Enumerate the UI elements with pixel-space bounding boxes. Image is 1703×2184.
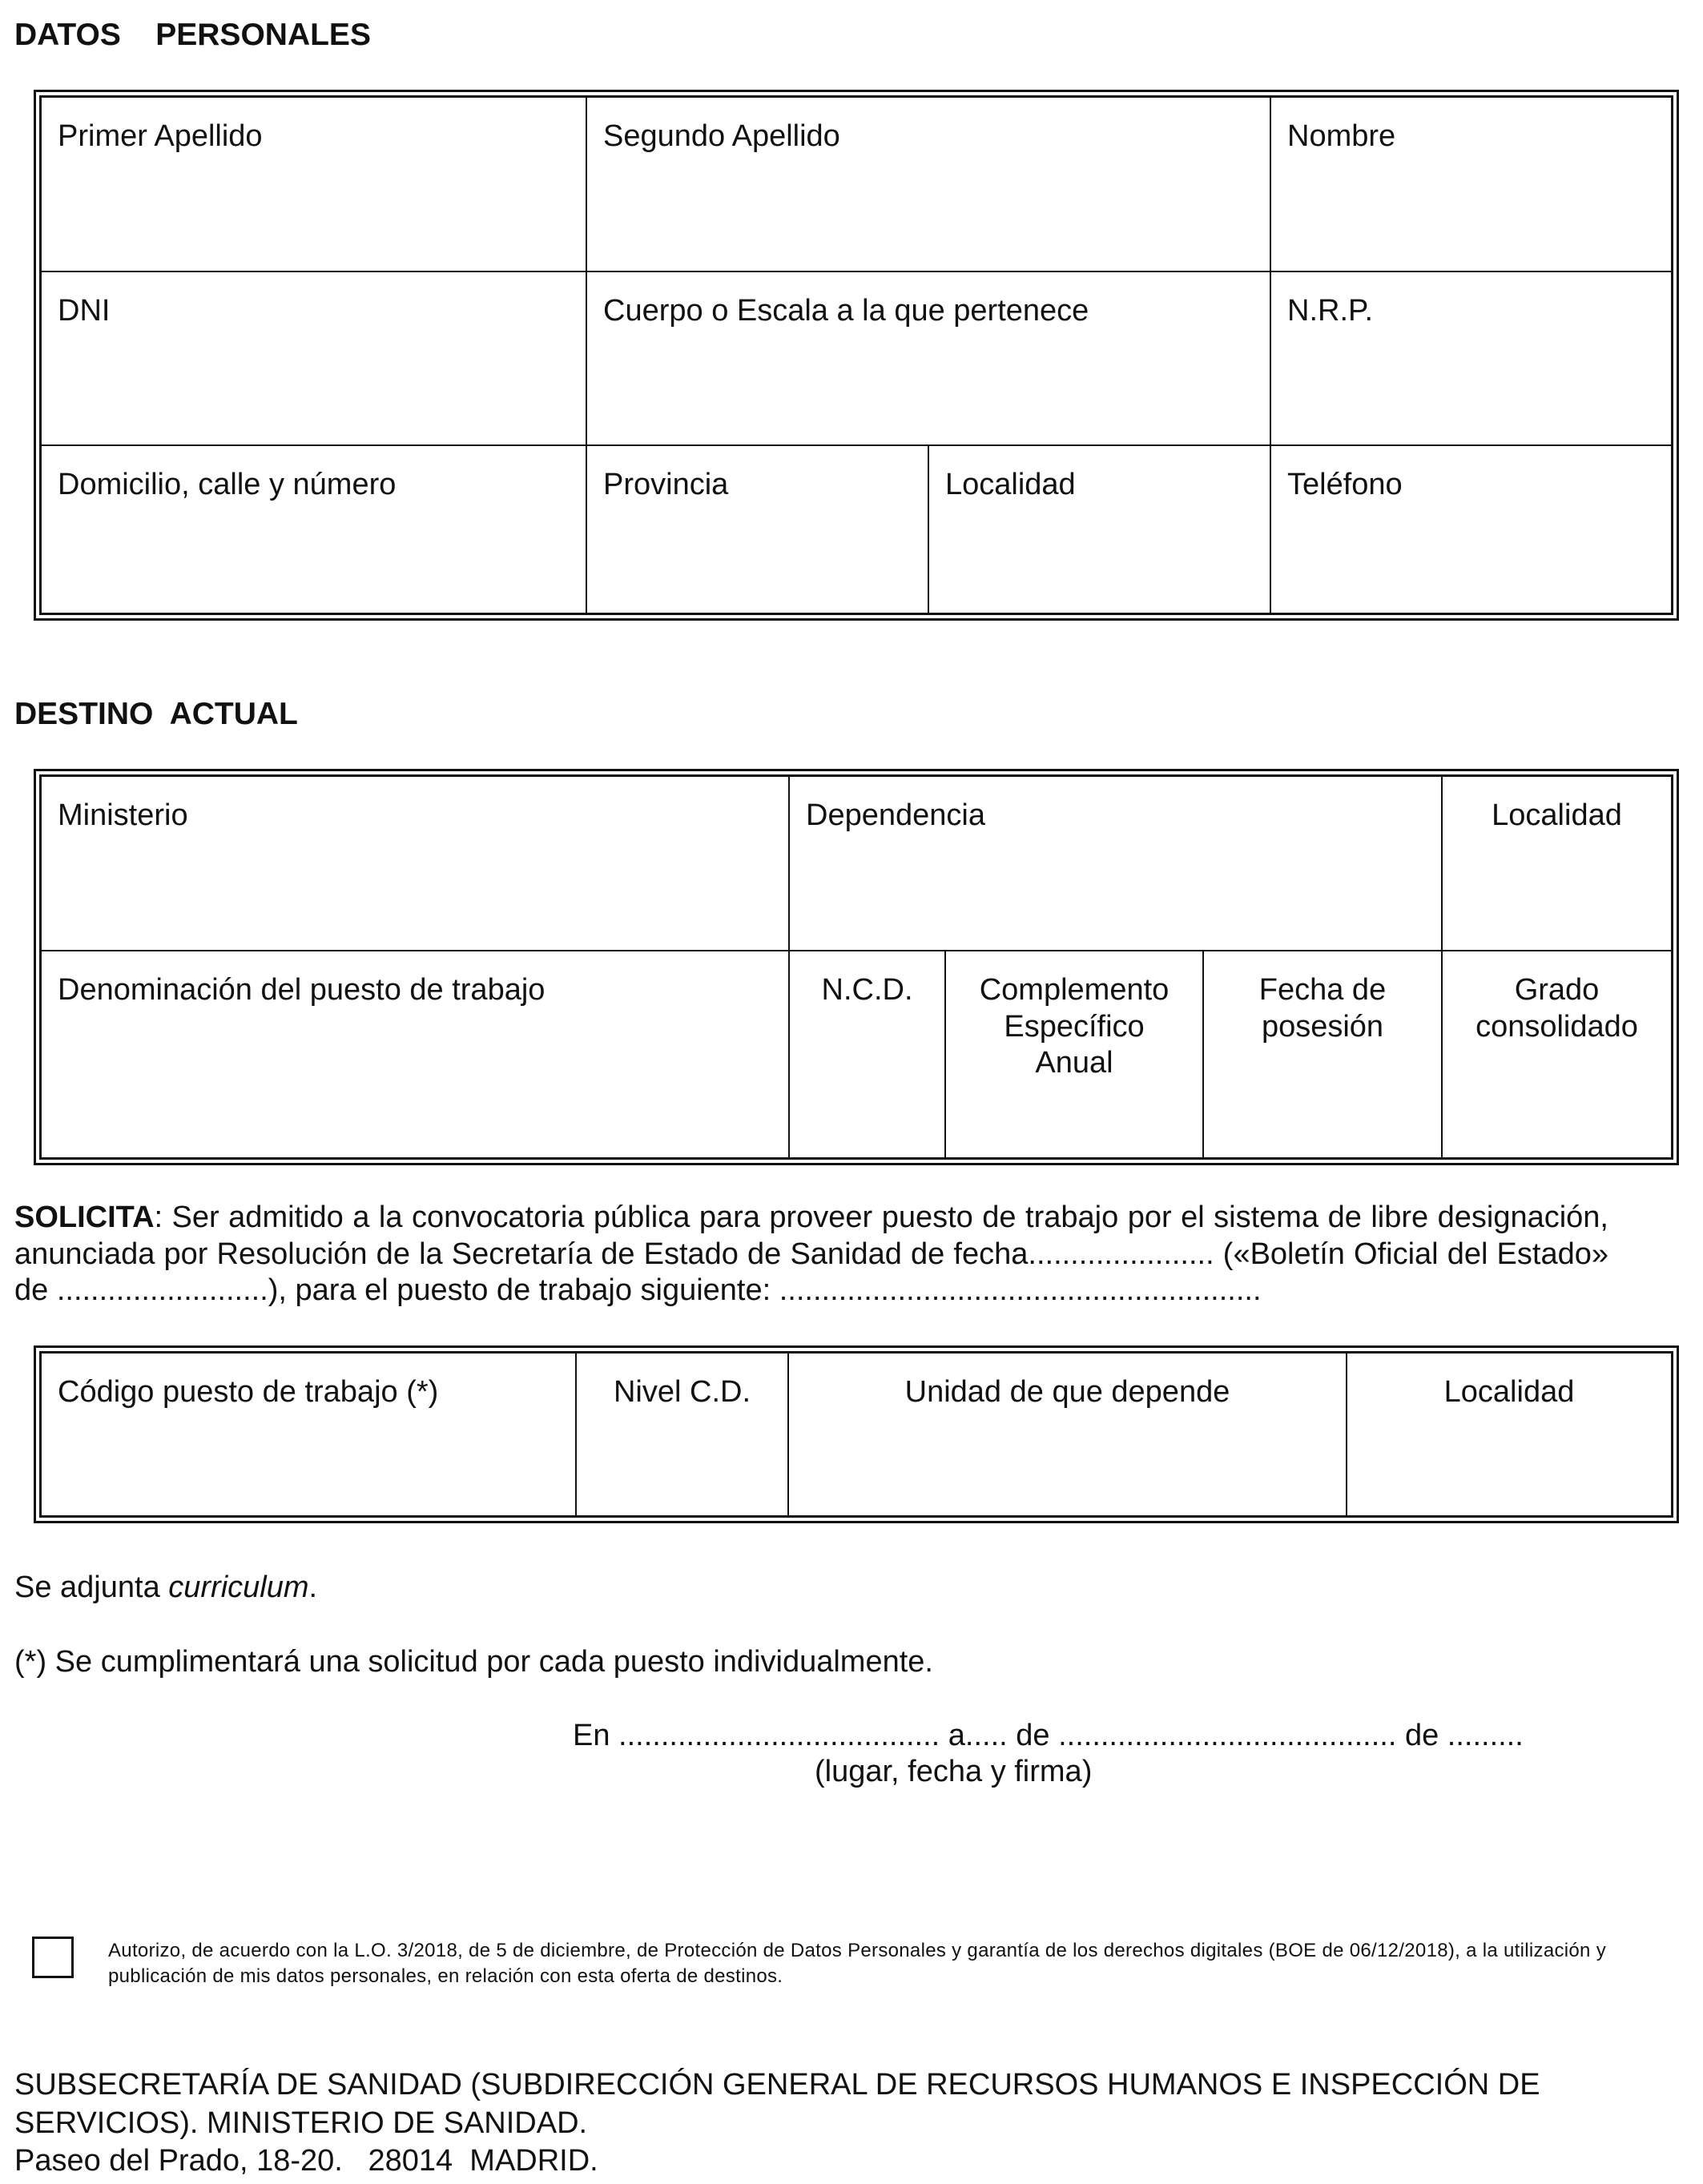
field-telefono[interactable]: Teléfono (1270, 445, 1671, 613)
field-nrp[interactable]: N.R.P. (1270, 271, 1671, 445)
nota-solicitud: (*) Se cumplimentará una solicitud por cada puesto individualmente. (14, 1645, 933, 1679)
autorizacion-checkbox[interactable] (32, 1937, 74, 1978)
field-localidad-puesto[interactable]: Localidad (1347, 1353, 1671, 1515)
field-nombre[interactable]: Nombre (1270, 98, 1671, 271)
footer-direccion: Paseo del Prado, 18-20. 28014 MADRID. (14, 2144, 598, 2178)
footer-address (14, 2066, 1665, 2181)
field-ministerio[interactable]: Ministerio (42, 777, 789, 951)
autorizacion-text: Autorizo, de acuerdo con la L.O. 3/2018, de 5 de diciembre, de Protección de Datos Personales y garantía de los derechos digitales (BOE de 06/12/2018), a la utilización y publicación de mis datos personales, en relación con esta oferta de destinos. (108, 1940, 1606, 1988)
field-localidad[interactable]: Localidad (928, 445, 1270, 613)
puesto-table (34, 1345, 1679, 1523)
field-primer-apellido[interactable]: Primer Apellido (42, 98, 586, 271)
field-complemento-especifico[interactable]: Complemento Específico Anual (945, 951, 1203, 1157)
section-title-destino-actual: DESTINO ACTUAL (14, 697, 298, 731)
field-unidad-depende[interactable]: Unidad de que depende (788, 1353, 1347, 1515)
field-domicilio[interactable]: Domicilio, calle y número (42, 445, 586, 613)
solicita-paragraph (14, 1200, 1608, 1309)
firma-caption: (lugar, fecha y firma) (815, 1755, 1093, 1788)
field-denominacion-puesto[interactable]: Denominación del puesto de trabajo (42, 951, 789, 1157)
field-provincia[interactable]: Provincia (586, 445, 928, 613)
datos-personales-table (34, 90, 1679, 621)
field-dni[interactable]: DNI (42, 271, 586, 445)
field-nivel-cd[interactable]: Nivel C.D. (576, 1353, 788, 1515)
section-title-datos-personales: DATOS PERSONALES (14, 18, 371, 52)
field-grado-consolidado[interactable]: Grado consolidado (1442, 951, 1671, 1157)
solicita-text: : Ser admitido a la convocatoria pública para proveer puesto de trabajo por el sistema de libre designación, anunciada por Resolución de la Secretaría de Estado de Sanidad de fecha...................... («Boletín Oficial del Estado» de .........................), para el puesto de trabajo siguiente: ......................................................... (14, 1201, 1608, 1308)
field-segundo-apellido[interactable]: Segundo Apellido (586, 98, 1270, 271)
firma-line[interactable]: En ...................................... a..... de ........................................ de ......... (573, 1719, 1524, 1752)
field-codigo-puesto[interactable]: Código puesto de trabajo (*) (42, 1353, 576, 1515)
field-dependencia[interactable]: Dependencia (789, 777, 1442, 951)
destino-actual-table (34, 769, 1679, 1165)
field-localidad-destino[interactable]: Localidad (1442, 777, 1671, 951)
field-ncd[interactable]: N.C.D. (789, 951, 945, 1157)
solicita-label: SOLICITA (14, 1201, 155, 1234)
adjunta-curriculum: Se adjunta curriculum. (14, 1571, 318, 1604)
footer-organismo: SUBSECRETARÍA DE SANIDAD (SUBDIRECCIÓN GENERAL DE RECURSOS HUMANOS E INSPECCIÓN DE SERVICIOS). MINISTERIO DE SANIDAD. (14, 2068, 1540, 2140)
field-cuerpo-escala[interactable]: Cuerpo o Escala a la que pertenece (586, 271, 1270, 445)
field-fecha-posesion[interactable]: Fecha de posesión (1203, 951, 1442, 1157)
